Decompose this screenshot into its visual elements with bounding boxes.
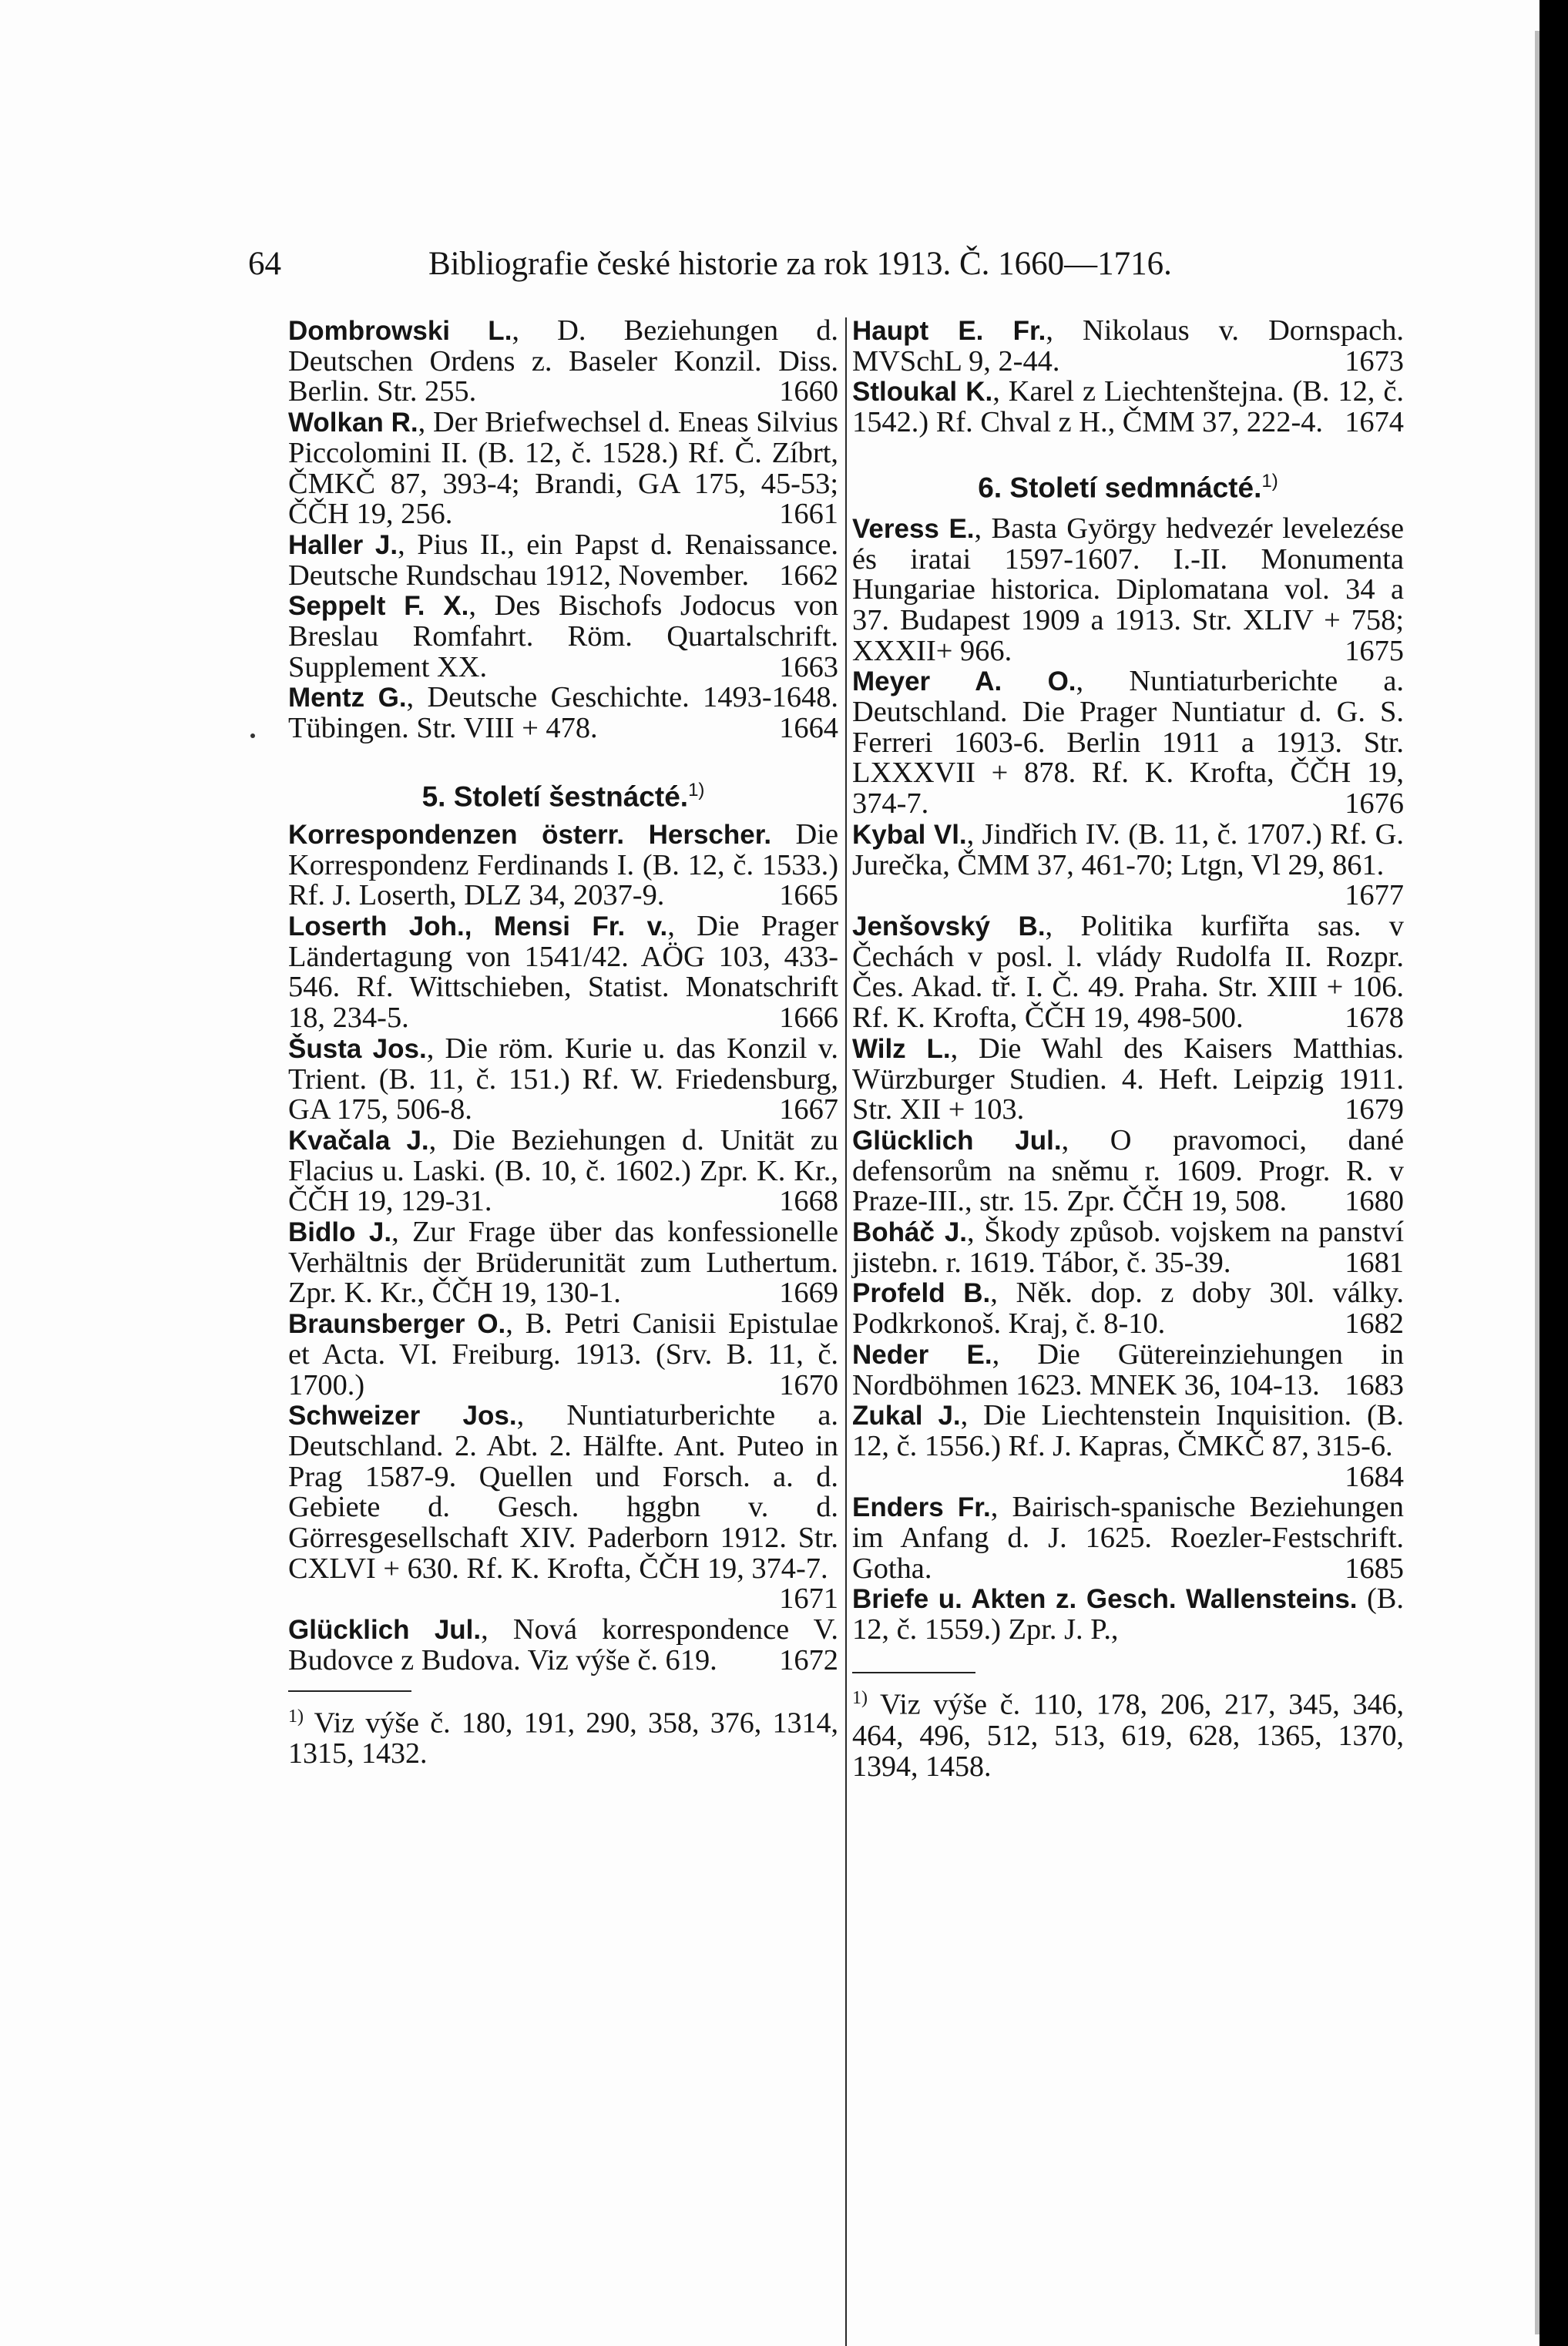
bibliography-entry bbox=[852, 316, 1404, 377]
entry-text: , Nikolaus v. Dornspach. MVSchL 9, 2-44. bbox=[852, 314, 1404, 378]
entry-author: Dombrowski L. bbox=[288, 316, 512, 346]
section-heading-16th-century bbox=[288, 775, 838, 812]
section-heading-17th-century bbox=[852, 466, 1404, 503]
entry-text: , Něk. dop. z doby 30l. války. Podkrkonoš. Kraj, č. 8-10. bbox=[852, 1277, 1404, 1341]
section-title: 5. Století šestnácté. bbox=[421, 780, 689, 813]
entry-author: Haupt E. Fr. bbox=[852, 316, 1046, 346]
footnote-mark: 1) bbox=[1261, 470, 1278, 492]
entry-text: , Die Gütereinziehungen in Nordböhmen 1623. MNEK 36, 104-13. bbox=[852, 1337, 1404, 1401]
bibliography-entry bbox=[852, 817, 1404, 912]
entry-number: 1677 bbox=[1345, 879, 1404, 912]
bibliography-entry bbox=[852, 666, 1404, 820]
entry-author: Loserth Joh., Mensi Fr. v. bbox=[288, 911, 668, 941]
footnote-text: Viz výše č. 110, 178, 206, 217, 345, 346, 464, 496, 512, 513, 619, 628, 1365, 1370, 1394, 1458. bbox=[852, 1688, 1404, 1783]
bibliography-entry bbox=[852, 1337, 1404, 1401]
entry-author: Haller J. bbox=[288, 529, 398, 560]
entry-list bbox=[288, 817, 838, 1676]
entry-number: 1678 bbox=[1345, 1002, 1404, 1035]
entry-author: Kvačala J. bbox=[288, 1125, 429, 1156]
right-column bbox=[852, 316, 1404, 1782]
bibliography-entry bbox=[288, 408, 838, 530]
entry-number: 1668 bbox=[779, 1185, 838, 1218]
footnote-mark: 1) bbox=[688, 779, 705, 800]
bibliography-entry bbox=[288, 1309, 838, 1401]
bibliography-entry bbox=[288, 316, 838, 408]
entry-author: Zukal J. bbox=[852, 1401, 961, 1431]
entry-list bbox=[288, 316, 838, 744]
entry-number: 1663 bbox=[779, 650, 838, 683]
entry-list bbox=[852, 514, 1404, 1646]
entry-text: , Der Briefwechsel d. Eneas Silvius Piccolomini II. (B. 12, č. 1528.) Rf. Č. Zíbrt, ČMKČ 87, 393-4; Brandi, GA 175, 45-53; ČČH 19, 256. bbox=[288, 406, 838, 531]
entry-author: Bidlo J. bbox=[288, 1217, 392, 1248]
entry-text: , Karel z Liechtenštejna. (B. 12, č. 1542.) Rf. Chval z H., ČMM 37, 222-4. bbox=[852, 375, 1404, 439]
section-title: 6. Století sedmnácté. bbox=[978, 472, 1262, 504]
entry-author: Mentz G. bbox=[288, 683, 407, 713]
entry-number: 1667 bbox=[779, 1093, 838, 1126]
bibliography-entry bbox=[288, 817, 838, 912]
entry-author: Korrespondenzen österr. Herscher. bbox=[288, 819, 772, 850]
entry-text: , Die röm. Kurie u. das Konzil v. Trient. (B. 11, č. 151.) Rf. W. Friedensburg, GA 175, 506-8. bbox=[288, 1032, 838, 1126]
entry-author: Wilz L. bbox=[852, 1033, 951, 1064]
entry-author: Jenšovský B. bbox=[852, 911, 1046, 941]
entry-number: 1676 bbox=[1345, 787, 1404, 821]
bibliography-entry bbox=[288, 530, 838, 591]
entry-author: Boháč J. bbox=[852, 1217, 968, 1248]
entry-number: 1664 bbox=[779, 712, 838, 745]
entry-text: , Deutsche Geschichte. 1493-1648. Tübingen. Str. VIII + 478. bbox=[288, 681, 838, 745]
entry-number: 1679 bbox=[1345, 1093, 1404, 1126]
footnote bbox=[288, 1701, 838, 1770]
footnote-text: Viz výše č. 180, 191, 290, 358, 376, 1314, 1315, 1432. bbox=[288, 1707, 838, 1770]
bibliography-entry bbox=[852, 377, 1404, 438]
entry-text: , Die Liechtenstein Inquisition. (B. 12, č. 1556.) Rf. J. Kapras, ČMKČ 87, 315-6. bbox=[852, 1399, 1405, 1462]
entry-author: Glücklich Jul. bbox=[288, 1615, 482, 1646]
footnote-rule bbox=[852, 1672, 975, 1673]
footnote bbox=[852, 1683, 1404, 1782]
entry-text: , B. Petri Canisii Epistulae et Acta. VI. Freiburg. 1913. (Srv. B. 11, č. 1700.) bbox=[288, 1307, 838, 1401]
bibliography-entry bbox=[288, 1217, 838, 1309]
bibliography-entry bbox=[288, 1401, 838, 1615]
entry-number: 1672 bbox=[779, 1643, 838, 1676]
entry-number: 1662 bbox=[779, 559, 838, 592]
page-number: 64 bbox=[248, 246, 281, 282]
entry-text: , Die Wahl des Kaisers Matthias. Würzburger Studien. 4. Heft. Leipzig 1911. Str. XII + 103. bbox=[852, 1032, 1404, 1126]
entry-number: 1661 bbox=[779, 498, 838, 531]
entry-text: Die Korrespondenz Ferdinands I. (B. 12, č. 1533.) Rf. J. Loserth, DLZ 34, 2037-9. bbox=[288, 817, 838, 912]
bibliography-entry bbox=[288, 1034, 838, 1126]
bibliography-entry bbox=[852, 1584, 1404, 1645]
entry-author: Schweizer Jos. bbox=[288, 1401, 517, 1431]
bibliography-entry bbox=[852, 1123, 1404, 1218]
entry-number: 1674 bbox=[1345, 406, 1404, 439]
left-column bbox=[288, 316, 838, 1769]
column-divider bbox=[845, 317, 847, 2346]
entry-number: 1682 bbox=[1345, 1307, 1404, 1341]
entry-number: 1666 bbox=[779, 1002, 838, 1035]
entry-author: Kybal Vl. bbox=[852, 819, 967, 850]
entry-text: , Nová korrespondence V. Budovce z Budova. Viz výše č. 619. bbox=[288, 1613, 838, 1676]
entry-number: 1671 bbox=[779, 1582, 838, 1616]
entry-text: , Škody způsob. vojskem na panství jistebn. r. 1619. Tábor, č. 35-39. bbox=[852, 1216, 1404, 1279]
entry-author: Veress E. bbox=[852, 513, 975, 544]
margin-speck bbox=[250, 733, 255, 738]
bibliography-entry bbox=[852, 514, 1404, 667]
entry-text: , Die Beziehungen d. Unität zu Flacius u. Laski. (B. 10, č. 1602.) Zpr. K. Kr., ČČH 19, 129-31. bbox=[288, 1123, 838, 1218]
entry-author: Šusta Jos. bbox=[288, 1033, 427, 1064]
entry-author: Braunsberger O. bbox=[288, 1309, 506, 1340]
bibliography-entry bbox=[852, 1217, 1404, 1278]
entry-text: , D. Beziehungen d. Deutschen Ordens z. Baseler Konzil. Diss. Berlin. Str. 255. bbox=[288, 314, 838, 408]
bibliography-entry bbox=[852, 911, 1404, 1034]
entry-text: , Pius II., ein Papst d. Renaissance. Deutsche Rundschau 1912, November. bbox=[288, 528, 838, 592]
footnote-rule bbox=[288, 1690, 411, 1692]
entry-number: 1680 bbox=[1345, 1185, 1404, 1218]
entry-text: , Basta György hedvezér levelezése és iratai 1597-1607. I.-II. Monumenta Hungariae historica. Diplomatana vol. 34 a 37. Budapest 1909 a 1913. Str. XLIV + 758; XXXII+ 966. bbox=[852, 512, 1404, 667]
entry-number: 1685 bbox=[1345, 1552, 1404, 1585]
entry-text: , O pravomoci, dané defensorům na sněmu r. 1609. Progr. R. v Praze-III., str. 15. Zpr. ČČH 19, 508. bbox=[852, 1123, 1404, 1218]
running-header bbox=[248, 245, 1281, 291]
entry-text: , Die Prager Ländertagung von 1541/42. AÖG 103, 433-546. Rf. Wittschieben, Statist. Monatschrift 18, 234-5. bbox=[288, 909, 838, 1035]
entry-text: , Des Bischofs Jodocus von Breslau Romfahrt. Röm. Quartalschrift. Supplement XX. bbox=[288, 589, 838, 683]
entry-number: 1683 bbox=[1345, 1368, 1404, 1401]
entry-list bbox=[852, 316, 1404, 438]
entry-author: Wolkan R. bbox=[288, 408, 418, 438]
entry-text: , Nuntiaturberichte a. Deutschland. 2. Abt. 2. Hälfte. Ant. Puteo in Prag 1587-9. Quellen und Forsch. a. d. Gebiete d. Gesch. hggbn v. d. Görresgesellschaft XIV. Paderborn 1912. Str. CXLVI + 630. Rf. K. Krofta, ČČH 19, 374-7. bbox=[288, 1399, 838, 1585]
bibliography-entry bbox=[852, 1401, 1404, 1492]
entry-author: Seppelt F. X. bbox=[288, 591, 469, 622]
entry-text: , Politika kurfiřta sas. v Čechách v posl. l. vlády Rudolfa II. Rozpr. Čes. Akad. tř. I. Č. 49. Praha. Str. XIII + 106. Rf. K. Krofta, ČČH 19, 498-500. bbox=[852, 909, 1404, 1035]
running-title: Bibliografie české historie za rok 1913. Č. 1660—1716. bbox=[428, 246, 1172, 282]
entry-number: 1684 bbox=[1345, 1460, 1404, 1493]
entry-number: 1665 bbox=[779, 879, 838, 912]
footnote-mark: 1) bbox=[852, 1687, 868, 1708]
entry-author: Briefe u. Akten z. Gesch. Wallensteins. bbox=[852, 1584, 1358, 1615]
entry-author: Meyer A. O. bbox=[852, 666, 1076, 697]
entry-text: , Zur Frage über das konfessionelle Verhältnis der Brüderunität zum Luthertum. Zpr. K. Kr., ČČH 19, 130-1. bbox=[288, 1216, 838, 1310]
bibliography-entry bbox=[288, 683, 838, 743]
entry-author: Profeld B. bbox=[852, 1278, 991, 1309]
entry-number: 1660 bbox=[779, 375, 838, 408]
bibliography-entry bbox=[288, 911, 838, 1034]
entry-number: 1681 bbox=[1345, 1246, 1404, 1279]
entry-author: Neder E. bbox=[852, 1339, 992, 1370]
entry-number: 1670 bbox=[779, 1368, 838, 1401]
entry-author: Stloukal K. bbox=[852, 377, 993, 408]
entry-text: , Bairisch-spanische Beziehungen im Anfang d. J. 1625. Roezler-Festschrift. Gotha. bbox=[852, 1491, 1404, 1585]
entry-text: (B. 12, č. 1559.) Zpr. J. P., bbox=[852, 1582, 1404, 1646]
bibliography-entry bbox=[288, 591, 838, 683]
bibliography-entry bbox=[852, 1278, 1404, 1339]
page-edge-shadow bbox=[1535, 31, 1539, 2334]
bibliography-entry bbox=[288, 1615, 838, 1676]
entry-text: , Nuntiaturberichte a. Deutschland. Die Prager Nuntiatur d. G. S. Ferreri 1603-6. Berlin 1911 a 1913. Str. LXXXVII + 878. Rf. K. Krofta, ČČH 19, 374-7. bbox=[852, 665, 1404, 821]
entry-number: 1673 bbox=[1345, 344, 1404, 378]
entry-author: Enders Fr. bbox=[852, 1492, 991, 1523]
entry-number: 1669 bbox=[779, 1277, 838, 1310]
footnote-mark: 1) bbox=[288, 1706, 304, 1727]
bibliography-entry bbox=[852, 1492, 1404, 1584]
entry-author: Glücklich Jul. bbox=[852, 1125, 1062, 1156]
entry-text: , Jindřich IV. (B. 11, č. 1707.) Rf. G. Jurečka, ČMM 37, 461-70; Ltgn, Vl 29, 861. bbox=[852, 817, 1404, 881]
bibliography-entry bbox=[852, 1034, 1404, 1126]
bibliography-entry bbox=[288, 1123, 838, 1218]
entry-number: 1675 bbox=[1345, 634, 1404, 667]
